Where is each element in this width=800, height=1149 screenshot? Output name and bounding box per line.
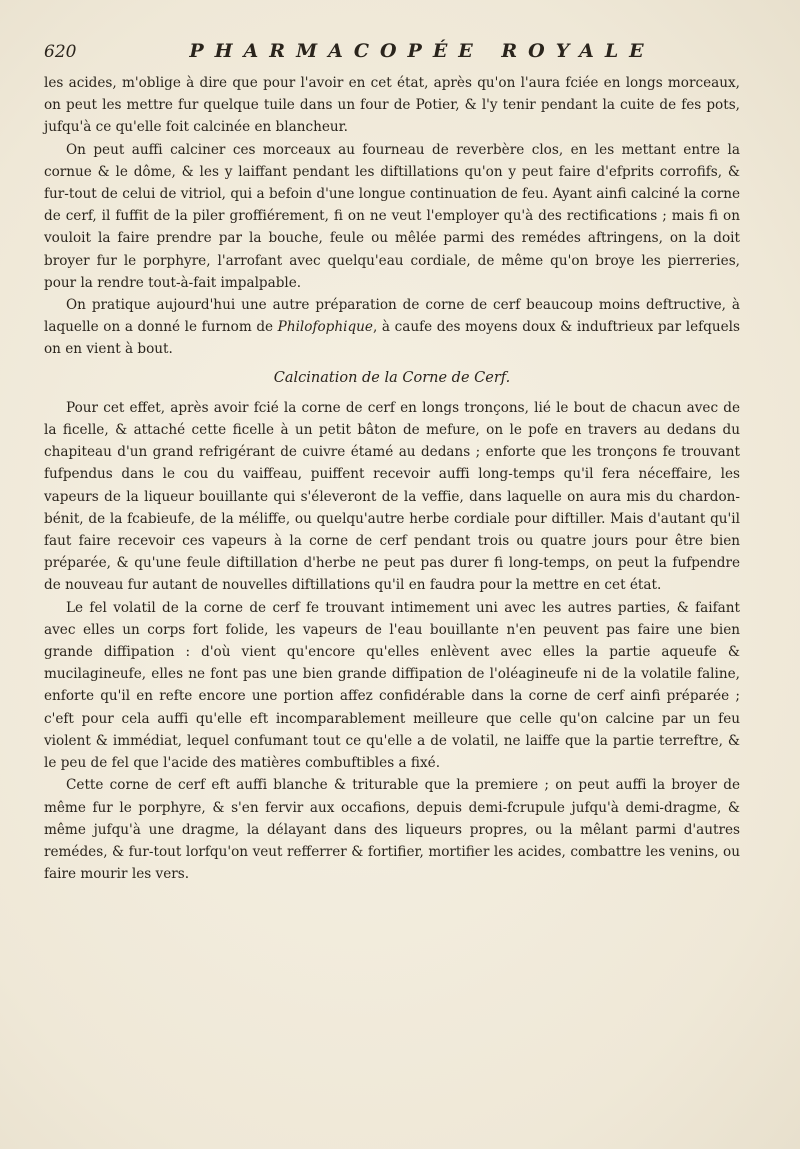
paragraph-text-before: On pratique aujourd'hui une autre préparation de corne de cerf beaucoup moins deftructive, à laquelle on a donné le furnom de (44, 297, 740, 336)
section-title: Calcination de la Corne de Cerf. (273, 369, 511, 386)
paragraph-text-after: , à caufe des moyens doux & induftrieux par lefquels on en vient à bout. (44, 319, 740, 358)
body-text (44, 72, 740, 885)
paragraph-calcination-reverbere: On peut auffi calciner ces morceaux au fourneau de reverbère clos, en les mettant entre la cornue & le dôme, & les y laiffant pendant les diftillations qu'on y peut faire d'efprits corrofifs, & fur-tout de celui de vitriol, qui a befoin d'une longue continuation de feu. Ayant ainfi calciné la corne de cerf, il fuffit de la piler groffiérement, fi on ne veut l'employer qu'à des rectifications ; mais fi on vouloit la faire prendre par la bouche, feule ou mêlée parmi des remédes aftringens, on la doit broyer fur le porphyre, l'arrofant avec quelqu'eau cordiale, de même qu'on broye les pierreries, pour la rendre tout-à-fait impalpable. (44, 141, 740, 291)
page-header (44, 40, 740, 72)
running-title: PHARMACOPÉE ROYALE (189, 40, 655, 62)
paragraph-continuation: les acides, m'oblige à dire que pour l'avoir en cet état, après qu'on l'aura fciée en longs morceaux, on peut les mettre fur quelque tuile dans un four de Potier, & l'y tenir pendant la cuite de fes pots, jufqu'à ce qu'elle foit calcinée en blancheur. (44, 75, 740, 136)
paragraph-philosophical-preparation (44, 294, 740, 361)
paragraph-volatile-salt: Le fel volatil de la corne de cerf fe trouvant intimement uni avec les autres parties, & faifant avec elles un corps fort folide, les vapeurs de l'eau bouillante n'en peuvent pas faire une bien grande diffipation : d'où vient qu'encore qu'elles enlèvent avec elles la partie aqueufe & mucilagineufe, elles ne font pas une bien grande diffipation de l'oléagineufe ni de la volatile faline, enforte qu'il en refte encore une portion affez confidérable dans la corne de cerf ainfi préparée ; c'eft pour cela auffi qu'elle eft incomparablement meilleure que celle qu'on calcine par un feu violent & immédiat, lequel confumant tout ce qu'elle a de volatil, ne laiffe que la partie terreftre, & le peu de fel que l'acide des matières combuftibles a fixé. (44, 599, 740, 772)
page-number: 620 (44, 42, 77, 62)
paragraph-usage: Cette corne de cerf eft auffi blanche & triturable que la premiere ; on peut auffi la broyer de même fur le porphyre, & s'en fervir aux occafions, depuis demi-fcrupule jufqu'à demi-dragme, & même jufqu'à une dragme, la délayant dans des liqueurs propres, ou la mêlant parmi d'autres remédes, & fur-tout lorfqu'on veut refferrer & fortifier, mortifier les acides, combattre les venins, ou faire mourir les vers. (44, 777, 740, 883)
italic-term-philosophique: Philofophique (277, 319, 373, 336)
paragraph-method: Pour cet effet, après avoir fcié la corne de cerf en longs tronçons, lié le bout de chacun avec de la ficelle, & attaché cette ficelle à un petit bâton de mefure, on le pofe en travers au dedans du chapiteau d'un grand refrigérant de cuivre étamé au dedans ; enforte que les tronçons fe trouvant fufpendus dans le cou du vaiffeau, puiffent recevoir auffi long-temps qu'il fera néceffaire, les vapeurs de la liqueur bouillante qui s'éleveront de la veffie, dans laquelle on aura mis du chardon-bénit, de la fcabieufe, de la méliffe, ou quelqu'autre herbe cordiale pour diftiller. Mais d'autant qu'il faut faire recevoir ces vapeurs à la corne de cerf pendant trois ou quatre jours pour être bien préparée, & qu'une feule diftillation d'herbe ne peut pas durer fi long-temps, on peut la fufpendre de nouveau fur autant de nouvelles diftillations qu'il en faudra pour la mettre en cet état. (44, 399, 740, 594)
